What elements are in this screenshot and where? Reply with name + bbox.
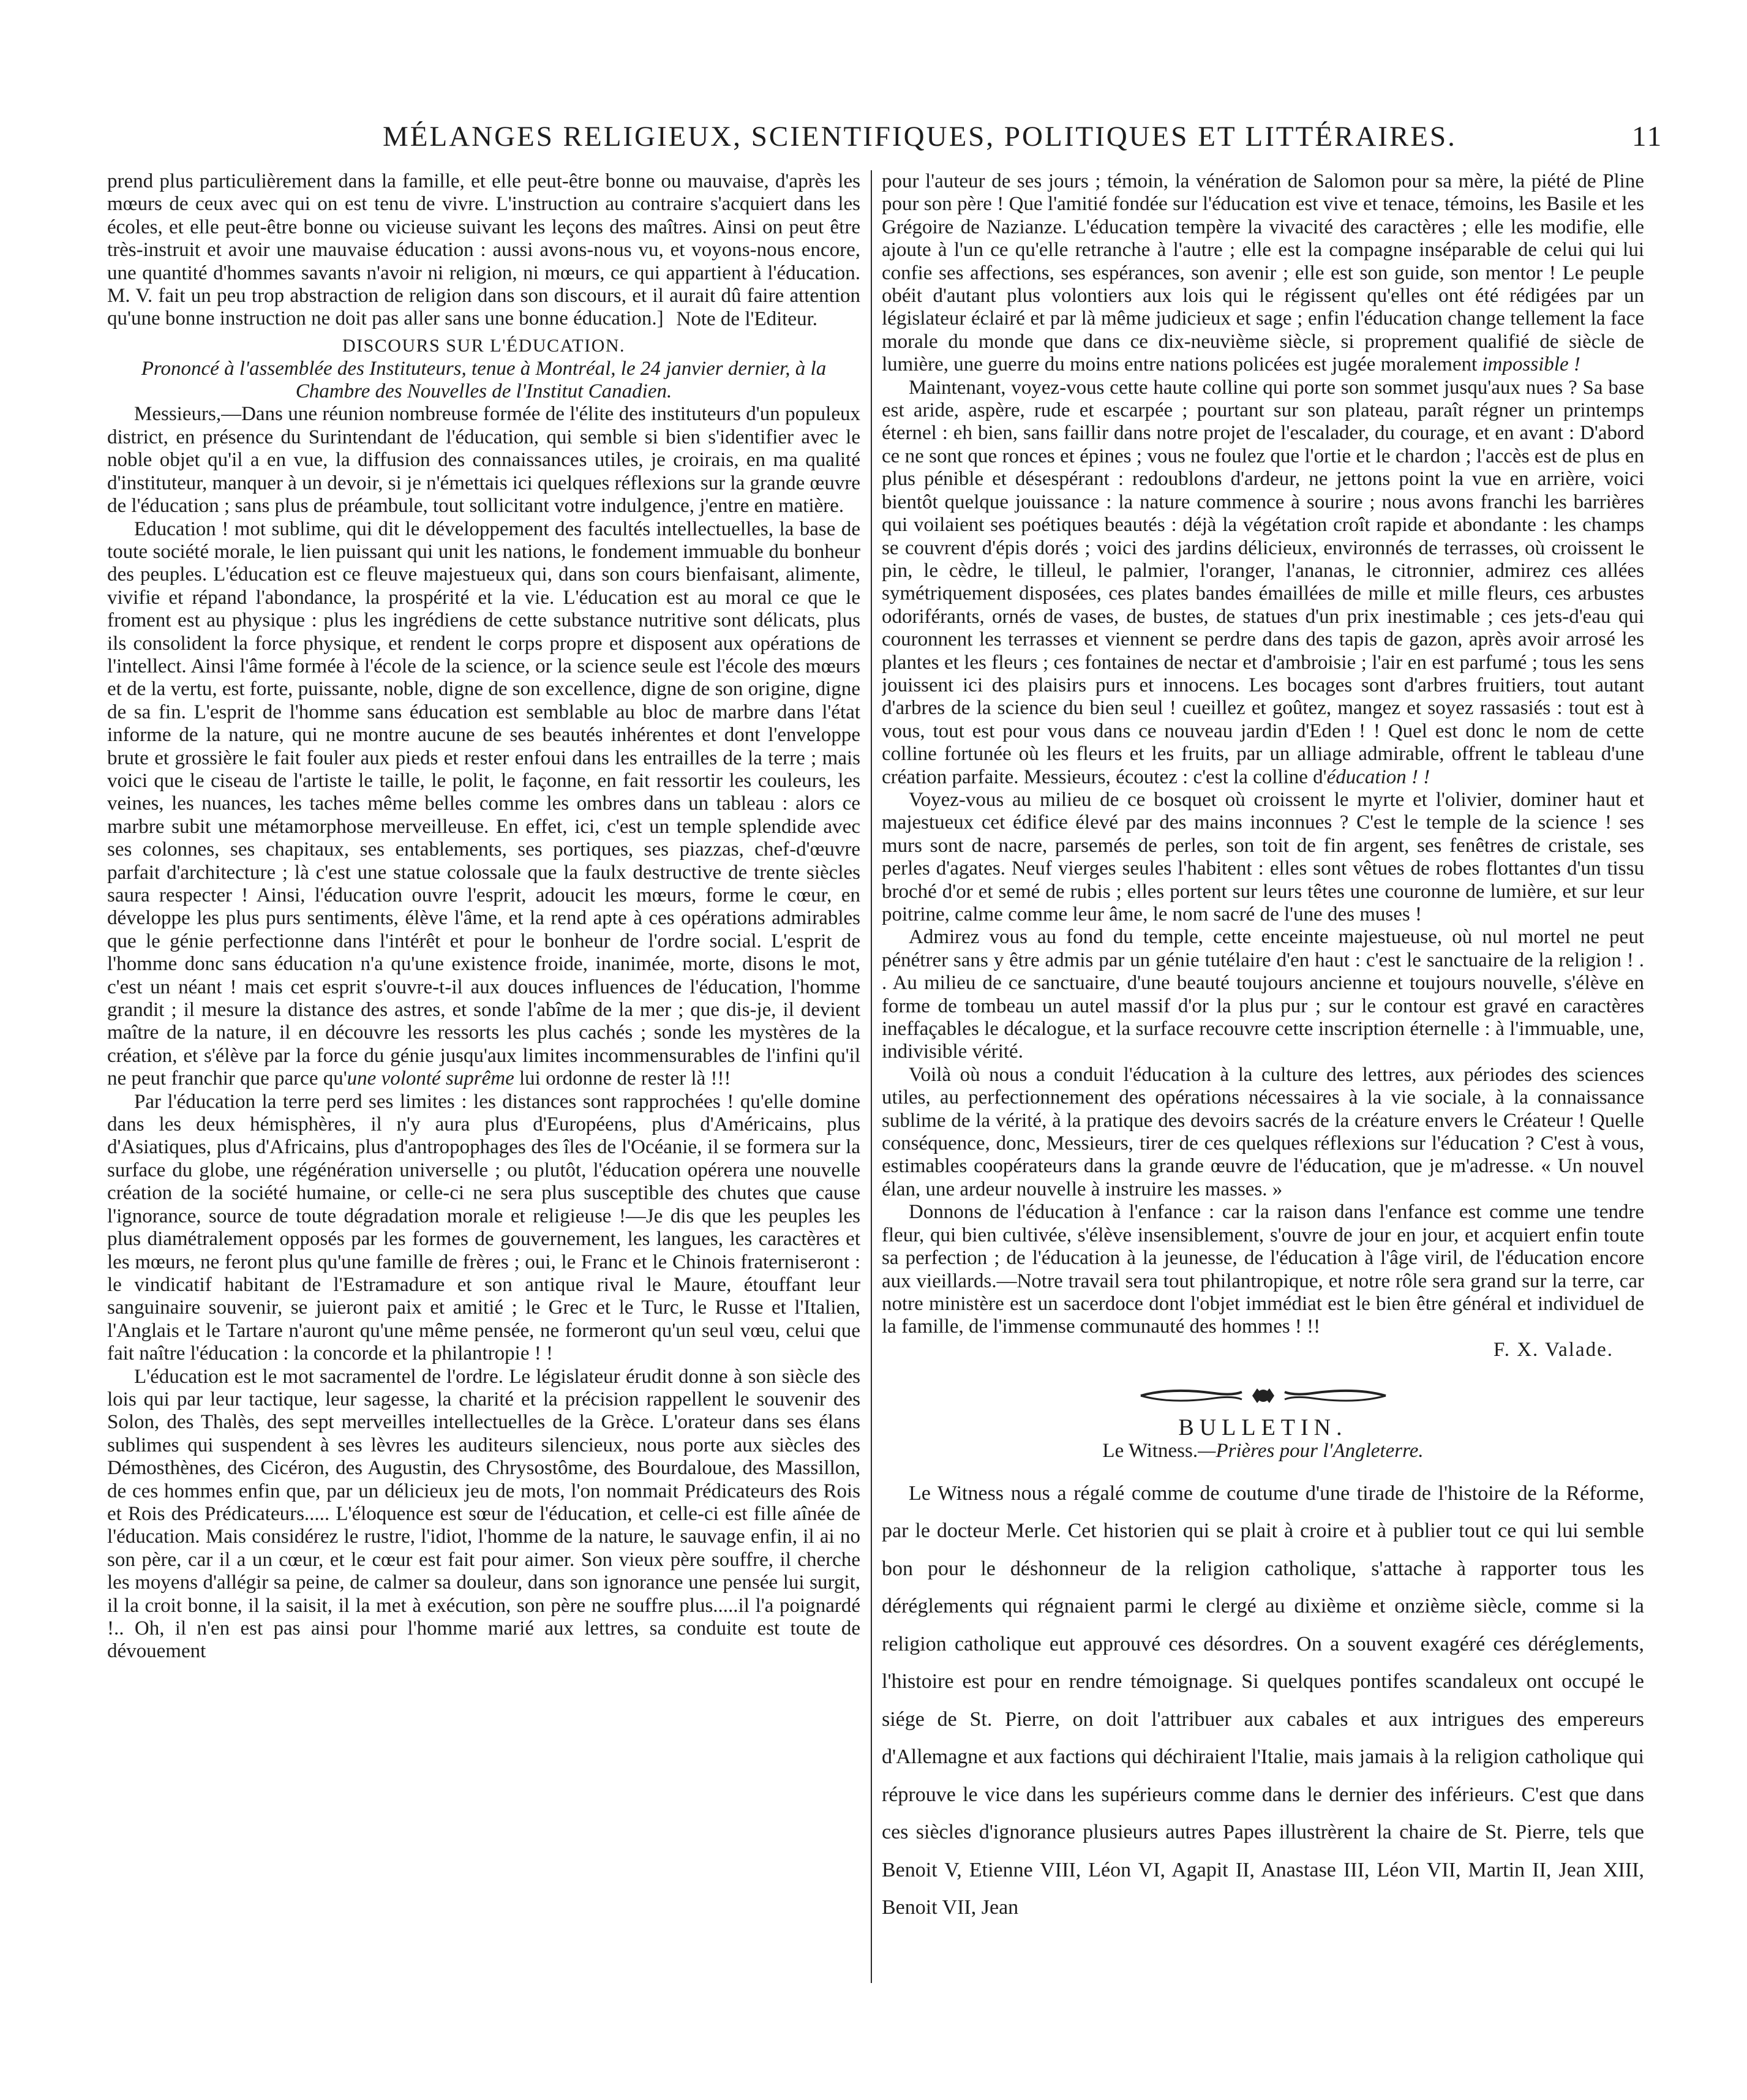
paragraph-text: pour l'auteur de ses jours ; témoin, la vénération de Salomon pour sa mère, la piété de Pline pour son père ! Que l'amitié fondée sur l'éducation est vive et tenace, témoins, les Basile et les Grégoire de Nazianze. L'éducation tempère la vivacité des caractères ; elle les modifie, elle ajoute à l'un ce qu'elle retranche à l'autre ; elle est la compagne inséparable de celui qui lui confie ses affections, ses espérances, son avenir ; elle est son guide, son mentor ! Le peuple obéit d'autant plus volontiers aux lois qui le régissent qu'elles ont été rédigées par un législateur éclairé et par là même judicieux et sage ; enfin l'éducation change tellement la face morale du monde que dans ce dix-neuvième siècle, si proprement qualifié de siècle de lumière, une guerre du moins entre nations policées est jugée moralement xyxy=(882,170,1644,376)
paragraph: Donnons de l'éducation à l'enfance : car la raison dans l'enfance est comme une tendre fleur, qui bien cultivée, s'élève insensiblement, s'ouvre de jour en jour, et acquiert enfin toute sa perfection ; de l'éducation à la jeunesse, de l'éducation à l'âge viril, de l'éducation encore aux vieillards.—Notre travail sera tout philantropique, et notre rôle sera grand sur la terre, car notre ministère est un sacerdoce dont l'objet immédiat est le bien être général et individuel de la famille, de l'immense communauté des hommes ! !! xyxy=(882,1201,1644,1338)
paragraph: Voyez-vous au milieu de ce bosquet où croissent le myrte et l'olivier, dominer haut et majestueux cet édifice élevé par des mains inconnues ? C'est le temple de la science ! ses murs sont de nacre, parsemés de perles, son toit de fin argent, ses fenêtres de cristale, ses perles d'agates. Neuf vierges seules l'habitent : elles sont vêtues de robes flottantes d'un tissu broché d'or et semé de rubis ; elles portent sur leurs têtes une couronne de lumière, et sur leur poitrine, calme comme leur âme, le nom sacré de l'une des muses ! xyxy=(882,788,1644,925)
author-signature: F. X. Valade. xyxy=(1493,1338,1614,1361)
paragraph: L'éducation est le mot sacramentel de l'ordre. Le législateur érudit donne à son siècle des lois qui par leur tactique, leur sagesse, la charité et la précision rappellent le souvenir des Solon, des Thalès, des sept merveilles intellectuelles de la Grèce. L'orateur dans ses élans sublimes qui suspendent à ses lèvres les auditeurs silencieux, nous porte aux siècles des Démosthènes, des Cicéron, des Augustin, des Chrysostôme, des Bourdaloue, des Massillon, de ces hommes enfin que, par un délicieux jeu de mots, l'on nommait Prédicateurs des Rois et Rois des Prédicateurs..... L'éloquence est sœur de l'éducation, et celle-ci est fille aînée de l'éducation. Mais considérez le rustre, l'idiot, l'homme de la nature, le sauvage enfin, il ai no son père, car il a un cœur, et le cœur est fait pour aimer. Son vieux père souffre, il cherche les moyens d'allégir sa peine, de calmer sa douleur, dans son ignorance une pensée lui surgit, il la croit bonne, il la saisit, il la met à exécution, son père ne souffre plus.....il l'a poignardé !.. Oh, il n'en est pas ainsi pour l'homme marié aux lettres, sa conduite est toute de dévouement xyxy=(107,1365,860,1663)
right-column xyxy=(882,170,1644,2057)
editor-note-text: prend plus particulièrement dans la famille, et elle peut-être bonne ou mauvaise, d'après les mœurs de ceux avec qui on est tenu de vivre. L'instruction au contraire s'acquiert dans les écoles, et elle peut-être bonne ou vicieuse suivant les leçons des maîtres. Ainsi on peut être très-instruit et avoir une mauvaise éducation : aussi avons-nous vu, et voyons-nous encore, une quantité d'hommes savants n'avoir ni religion, ni mœurs, ce qui appartient à l'éducation. M. V. fait un peu trop abstraction de religion dans son discours, et il aurait dû faire attention qu'une bonne instruction ne doit pas aller sans une bonne éducation.] xyxy=(107,170,860,330)
left-column xyxy=(107,170,860,2057)
emphasis: une volonté suprême xyxy=(347,1067,514,1090)
bulletin-subtitle-topic: —Prières pour l'Angleterre. xyxy=(1198,1439,1424,1462)
paragraph-text: lui ordonne de rester là !!! xyxy=(514,1067,731,1090)
paragraph xyxy=(107,518,860,1091)
running-title: MÉLANGES RELIGIEUX, SCIENTIFIQUES, POLITIQUES ET LITTÉRAIRES. xyxy=(383,121,1457,152)
ornament-divider xyxy=(1135,1383,1392,1408)
discours-subtitle: Prononcé à l'assemblée des Instituteurs, tenue à Montréal, le 24 janvier dernier, à la Chambre des Nouvelles de l'Institut Canadien. xyxy=(141,357,827,403)
paragraph: Admirez vous au fond du temple, cette enceinte majestueuse, où nul mortel ne peut pénétrer sans y être admis par un génie tutélaire d'en haut : c'est le sanctuaire de la religion ! . . Au milieu de ce sanctuaire, d'une beauté toujours ancienne et toujours nouvelle, s'élève en forme de tombeau un autel massif d'or la plus pur ; sur le contour est gravé en caractères ineffaçables le décalogue, et la surface recouvre cette inscription éternelle : à l'immuable, une, indivisible vérité. xyxy=(882,926,1644,1063)
paragraph: Par l'éducation la terre perd ses limites : les distances sont rapprochées ! qu'elle domine dans les deux hémisphères, il n'y aura plus d'Européens, plus d'Américains, plus d'Asiatiques, plus d'Africains, plus d'antropophages des îles de l'Océanie, il se formera sur la surface du globe, une régénération universelle ; ou plutôt, l'éducation opérera une nouvelle création de la société humaine, or celle-ci ne sera plus susceptible des chutes que cause l'ignorance, source de toute dégradation morale et religieuse !—Je dis que les peuples les plus diamétralement opposés par les formes de gouvernement, les langues, les caractères et les mœurs, ne feront plus qu'une famille de frères ; oui, le Franc et le Chinois fraterniseront : le vindicatif habitant de l'Estramadure et son antique rival le Maure, étouffant leur sanguinaire souvenir, se juieront paix et amitié ; le Grec et le Turc, le Russe et l'Italien, l'Anglais et le Tartare n'auront qu'une même pensée, ne formeront qu'un seul vœu, celui que fait naître l'éducation : la concorde et la philantropie ! ! xyxy=(107,1090,860,1365)
paragraph: Voilà où nous a conduit l'éducation à la culture des lettres, aux périodes des sciences utiles, au perfectionnement des opérations nécessaires à la vie sociale, à la connaissance sublime de la vérité, à la pratique des devoirs sacrés de la créature envers le Créateur ! Quelle conséquence, donc, Messieurs, tirer de ces quelques réflexions sur l'éducation ? C'est à vous, estimables coopérateurs dans la grande œuvre de l'éducation, que je m'adresse. « Un nouvel élan, une ardeur nouvelle à instruire les masses. » xyxy=(882,1063,1644,1200)
bulletin-subtitle-source: Le Witness. xyxy=(1102,1439,1198,1462)
discours-title: DISCOURS SUR L'ÉDUCATION. xyxy=(342,336,626,356)
editor-note-signature: Note de l'Editeur. xyxy=(676,307,817,330)
bulletin-subtitle xyxy=(882,1440,1644,1462)
emphasis: impossible ! xyxy=(1482,353,1580,376)
emphasis: éducation ! ! xyxy=(1326,766,1430,788)
page-header xyxy=(383,120,1730,157)
column-divider xyxy=(871,170,872,1983)
paragraph-text: Maintenant, voyez-vous cette haute colline qui porte son sommet jusqu'aux nues ? Sa base est aride, aspère, rude et escarpée ; pourtant sur son plateau, paraît régner un printemps éternel : eh bien, sans faillir dans notre projet de l'escalader, du courage, et en avant : D'abord ce ne sont que ronces et épines ; vous ne foulez que l'ortie et le chardon ; l'accès est de plus en plus pénible et désespérant : redoublons d'ardeur, ne jettons point la vue en arrière, voici bientôt quelque jouissance : la nature commence à sourire ; nous avons franchi les barrières qui voilaient ses poétiques beautés : déjà la végétation croît rapide et abondante : les champs se couvrent d'épis dorés ; voici des jardins délicieux, environnés de terrasses, où croissent le pin, le cèdre, le tilleul, le palmier, l'oranger, l'ananas, le citronnier, admirez ces allées symétriquement disposées, ces plates bandes émaillées de mille et mille fleurs, ces arbustes odoriférants, ornés de vases, de bustes, de statues d'un prix inestimable ; ces jets-d'eau qui couronnent les terrasses et viennent se perdre dans des tapis de gazon, après avoir arrosé les plantes et les fleurs ; ces fontaines de nectar et d'ambroisie ; l'air en est parfumé ; tous les sens jouissent ici des plaisirs purs et innocens. Les bocages sont d'arbres fruitiers, tout autant d'arbres de la science du bien seul ! cueillez et goûtez, mangez et soyez rassasiés : tout est à vous, tout est pour vous dans ce nouveau jardin d'Eden ! ! Quel est donc le nom de cette colline fortunée où les fleurs et les fruits, par un alliage admirable, offrent le tableau d'une création parfaite. Messieurs, écoutez : c'est la colline d' xyxy=(882,376,1644,788)
paragraph-text: Education ! mot sublime, qui dit le développement des facultés intellectuelles, la base de toute société morale, le lien puissant qui unit les nations, le fondement immuable du bonheur des peuples. L'éducation est ce fleuve majestueux qui, dans son cours bienfaisant, alimente, vivifie et répand l'abondance, la prospérité et la vie. L'éducation est au moral ce que le froment est au physique : plus les ingrédiens de cette substance nutritive sont délicats, plus ils consolident la force physique, et rendent le corps propre et disposent aux opérations de l'intellect. Ainsi l'âme formée à l'école de la science, or la science seule est l'école des mœurs et de la vertu, est forte, puissante, noble, digne de son excellence, digne de son origine, digne de sa fin. L'esprit de l'homme sans éducation est semblable au bloc de marbre dans l'état informe de la nature, qui ne montre aucune de ses beautés inhérentes et dont l'enveloppe brute et grossière le fait fouler aux pieds et rester enfoui dans les entrailles de la terre ; mais voici que le ciseau de l'artiste le taille, le polit, le façonne, en fait ressortir les couleurs, les veines, les nuances, les taches même belles comme les ombres dans un tableau : alors ce marbre subit une métamorphose merveilleuse. En effet, ici, c'est un temple splendide avec ses colonnes, ses chapitaux, ses entablements, ses portiques, ses piazzas, chef-d'œuvre parfait d'architecture ; là c'est une statue colossale que la faulx destructive de trente siècles saura respecter ! Ainsi, l'éducation ouvre l'esprit, adoucit les mœurs, forme le cœur, en développe les plus purs sentiments, élève l'âme, et la rend apte à ces opérations admirables que le génie perfectionne dans l'intérêt et pour le bonheur de l'ordre social. L'esprit de l'homme donc sans éducation n'a qu'une existence froide, inanimée, morte, disons le mot, c'est un néant ! mais cet esprit s'ouvre-t-il aux douces influences de l'éducation, l'homme grandit ; il mesure la distance des astres, et sonde l'abîme de la mer ; que dis-je, il devient maître de la nature, il en découvre les ressorts les plus cachés ; sonde les mystères de la création, et s'élève par la force du génie jusqu'aux limites incommensurables de l'infini qu'il ne peut franchir que parce qu' xyxy=(107,517,860,1090)
paragraph xyxy=(882,170,1644,377)
bulletin-body: Le Witness nous a régalé comme de coutume d'une tirade de l'histoire de la Réforme, par le docteur Merle. Cet historien qui se plait à croire et à publier tout ce qui lui semble bon pour le déshonneur de la religion catholique, s'attache à rapporter tous les déréglements qui régnaient parmi le clergé au dixième et onzième siècle, comme si la religion catholique eut approuvé ces désordres. On a souvent exagéré ces déréglements, l'histoire est pour en rendre témoignage. Si quelques pontifes scandaleux ont occupé le siége de St. Pierre, on doit l'attribuer aux cabales et aux intrigues des empereurs d'Allemagne et aux factions qui déchiraient l'Italie, mais jamais à la religion catholique qui réprouve le vice dans les supérieurs comme dans le dernier des inférieurs. C'est que dans ces siècles d'ignorance plusieurs autres Papes illustrèrent la chaire de St. Pierre, tels que Benoit V, Etienne VIII, Léon VI, Agapit II, Anastase III, Léon VII, Martin II, Jean XIII, Benoit VII, Jean xyxy=(882,1481,1644,1919)
paragraph: Messieurs,—Dans une réunion nombreuse formée de l'élite des instituteurs d'un populeux district, en présence du Surintendant de l'éducation, qui semble si bien s'identifier avec le noble objet qu'il a en vue, la diffusion des connaissances utiles, je croirais, en ma qualité d'instituteur, manquer à un devoir, si je n'émettais ici quelques réflexions sur la grande œuvre de l'éducation ; sans plus de préambule, tout sollicitant votre indulgence, j'entre en matière. xyxy=(107,403,860,517)
paragraph xyxy=(882,377,1644,789)
bulletin-title: BULLETIN. xyxy=(1178,1415,1348,1441)
page-number: 11 xyxy=(1632,121,1664,152)
